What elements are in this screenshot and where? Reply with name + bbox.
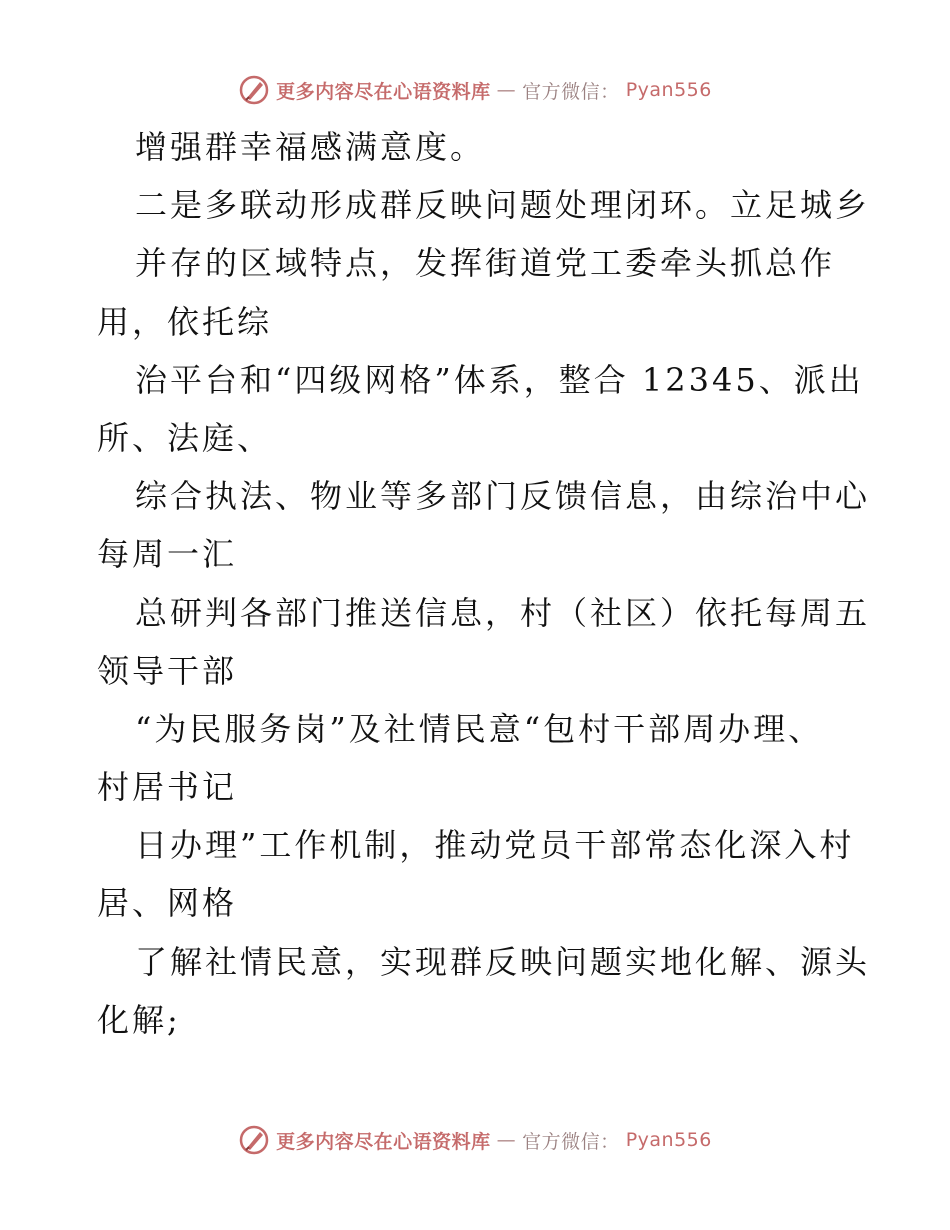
text-line: 综合执法、物业等多部门反馈信息，由综治中心 <box>135 477 871 516</box>
text-line: 化解; <box>97 1000 181 1039</box>
text-line: 用，依托综 <box>97 302 273 341</box>
quill-pen-logo-icon <box>238 74 270 106</box>
watermark-main-text: 更多内容尽在心语资料库 <box>276 80 491 103</box>
text-line: 总研判各部门推送信息，村（社区）依托每周五 <box>135 593 871 632</box>
text-line: 并存的区域特点，发挥街道党工委牵头抓总作 <box>135 244 836 283</box>
watermark-wechat-label: 官方微信： <box>522 80 620 103</box>
text-line: 二是多联动形成群反映问题处理闭环。立足城乡 <box>135 186 871 225</box>
text-line: 村居书记 <box>97 768 238 807</box>
text-line: 日办理”工作机制，推动党员干部常态化深入村 <box>135 826 855 865</box>
document-body <box>97 118 871 1049</box>
text-line: 居、网格 <box>97 884 238 923</box>
text-line: “为民服务岗”及社情民意“包村干部周办理、 <box>135 709 824 748</box>
text-line: 了解社情民意，实现群反映问题实地化解、源头 <box>135 942 871 981</box>
quill-pen-logo-icon <box>238 1124 270 1156</box>
watermark-dash: — <box>496 1129 517 1151</box>
text-line: 治平台和“四级网格”体系，整合 12345、派出 <box>135 360 864 399</box>
watermark-wechat-id: Pyan556 <box>625 1129 712 1151</box>
watermark-dash: — <box>496 79 517 101</box>
watermark-wechat-label: 官方微信： <box>522 1130 620 1153</box>
text-line: 领导干部 <box>97 651 238 690</box>
watermark-wechat-id: Pyan556 <box>625 79 712 101</box>
text-line: 每周一汇 <box>97 535 238 574</box>
text-line: 所、法庭、 <box>97 418 273 457</box>
footer-watermark <box>0 1120 950 1160</box>
text-line: 增强群幸福感满意度。 <box>135 128 486 166</box>
watermark-main-text: 更多内容尽在心语资料库 <box>276 1130 491 1153</box>
header-watermark <box>0 70 950 110</box>
